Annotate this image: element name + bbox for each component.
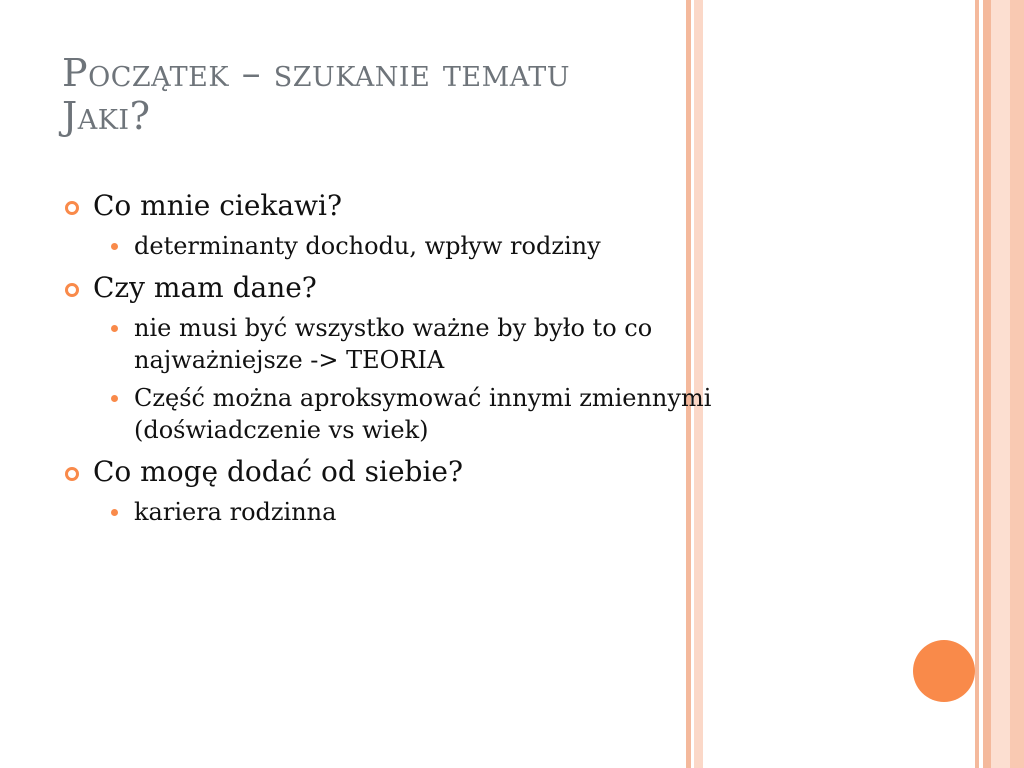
bullet-text: Czy mam dane? (93, 271, 317, 304)
dot-bullet-icon (111, 509, 118, 516)
slide-body (60, 188, 800, 528)
decorative-stripe (983, 0, 991, 768)
bullet-item (60, 454, 800, 490)
slide-title-line: Jaki? (62, 94, 151, 138)
dot-bullet-icon (111, 243, 118, 250)
dot-bullet-icon (111, 395, 118, 402)
sub-bullet-item (93, 382, 800, 446)
bullet-item (60, 188, 800, 224)
decorative-circle (913, 640, 975, 702)
ring-bullet-icon (65, 467, 79, 481)
decorative-stripe (1010, 0, 1024, 768)
slide-title-line: Początek – szukanie tematu (62, 51, 571, 95)
bullet-item (60, 270, 800, 306)
sub-bullet-text: determinanty dochodu, wpływ rodziny (134, 232, 601, 260)
sub-bullet-item (93, 496, 800, 528)
decorative-stripe (975, 0, 979, 768)
sub-bullet-item (93, 312, 800, 376)
ring-bullet-icon (65, 283, 79, 297)
ring-bullet-icon (65, 201, 79, 215)
sub-bullet-text: Część można aproksymować innymi zmiennymi (doświadczenie vs wiek) (134, 384, 712, 444)
sub-bullet-item (93, 230, 800, 262)
bullet-text: Co mnie ciekawi? (93, 189, 342, 222)
dot-bullet-icon (111, 325, 118, 332)
sub-bullet-text: nie musi być wszystko ważne by było to co najważniejsze -> TEORIA (134, 314, 653, 374)
bullet-text: Co mogę dodać od siebie? (93, 455, 464, 488)
sub-bullet-text: kariera rodzinna (134, 498, 337, 526)
slide-title (62, 52, 570, 138)
